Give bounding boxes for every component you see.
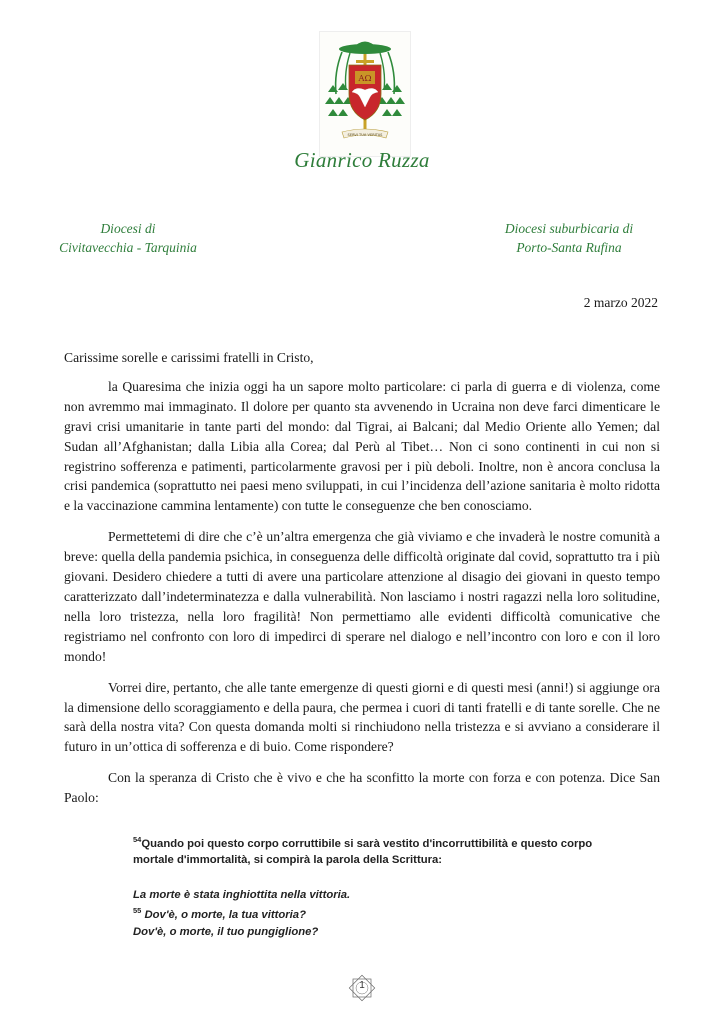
paragraph: Permettetemi di dire che c’è un’altra emergenza che già viviamo e che invaderà le nostre comunità a breve: quella della pandemia psichica, in conseguenza delle difficoltà originate dal covid, soprattutto tra i più giovani. Desidero chiedere a tutti di avere una particolare attenzione al disagio dei giovani in questo tempo caratterizzato dall’indeterminatezza e dalla vulnerabilità. Non lasciamo i nostri ragazzi nella loro solitudine, nella loro tristezza, nella loro fragilità! Non permettiamo alle evidenti difficoltà comunicative che registriamo nel confronto con loro di impedirci di sperare nel dialogo e nell’incontro con loro e con il loro mondo! [64,529,660,664]
diocese-right-line2: Porto-Santa Rufina [516,240,622,255]
crest-motto: SERVI TUA VERITAS [347,133,383,137]
letter-body [64,348,660,819]
diocese-right-line1: Diocesi suburbicaria di [504,221,634,236]
coat-of-arms [319,31,411,157]
paragraph: Con la speranza di Cristo che è vivo e che ha sconfitto la morte con forza e con potenza. Dice San Paolo: [64,770,660,806]
quote-intro-text: Quando poi questo corpo corruttibile si sarà vestito d'incorruttibilità e questo corpo mortale d'immortalità, si compirà la parola della Scrittura: [133,837,593,867]
letter-date: 2 marzo 2022 [583,295,658,310]
quote-line: La morte è stata inghiottita nella vittoria. [133,888,351,901]
diocese-left-line2: Civitavecchia - Tarquinia [59,240,197,255]
page-number-ornament [347,973,377,1003]
crest-letters: AΩ [358,74,372,84]
bishop-name: Gianrico Ruzza [294,148,430,172]
diocese-left [48,219,208,257]
quote-line [133,903,633,923]
diocese-left-line1: Diocesi di [100,221,156,236]
salutation: Carissime sorelle e carissimi fratelli in Cristo, [64,350,314,365]
paragraph: Vorrei dire, pertanto, che alle tante emergenze di questi giorni e di questi mesi (anni!) si aggiunge ora la dimensione dello scoraggiamento e della paura, che permea i cuori di tanti fratelli e di tante sorelle. Che ne sarà della nostra vita? Con questa domanda molti si rinchiudono nella tristezza e si avviano a considerare il futuro in un’ottica di sofferenza e di buio. Come rispondere? [64,679,660,755]
diocese-right [494,219,644,257]
scripture-quote [133,832,633,940]
quote-intro [133,832,633,869]
quote-line-text: Dov'è, o morte, la tua vittoria? [144,909,306,922]
quote-line: Dov'è, o morte, il tuo pungiglione? [133,925,319,938]
verse-number: 55 [133,906,142,916]
verse-number: 54 [133,835,142,844]
page-number: 1 [359,980,365,991]
paragraph: la Quaresima che inizia oggi ha un sapore molto particolare: ci parla di guerra e di violenza, come non avremmo mai immaginato. Il dolore per quanto sta avvenendo in Ucraina non deve farci dimenticare le gravi crisi umanitarie in tante parti del mondo: dal Tigrai, ai Balcani; dal Medio Oriente allo Yemen; dal Sudan all’Afghanistan; dalla Libia alla Corea; dal Perù al Tibet… Non ci sono continenti in cui non si registrino sofferenza e patimenti, particolarmente gravosi per i più deboli. Inoltre, non è ancora conclusa la crisi pandemica (soprattutto nei paesi meno sviluppati, in cui l’incidenza dell’azione sanitaria è molto ridotta e la vaccinazione cammina lentamente) con tutte le conseguenze che ben conosciamo. [64,378,660,514]
